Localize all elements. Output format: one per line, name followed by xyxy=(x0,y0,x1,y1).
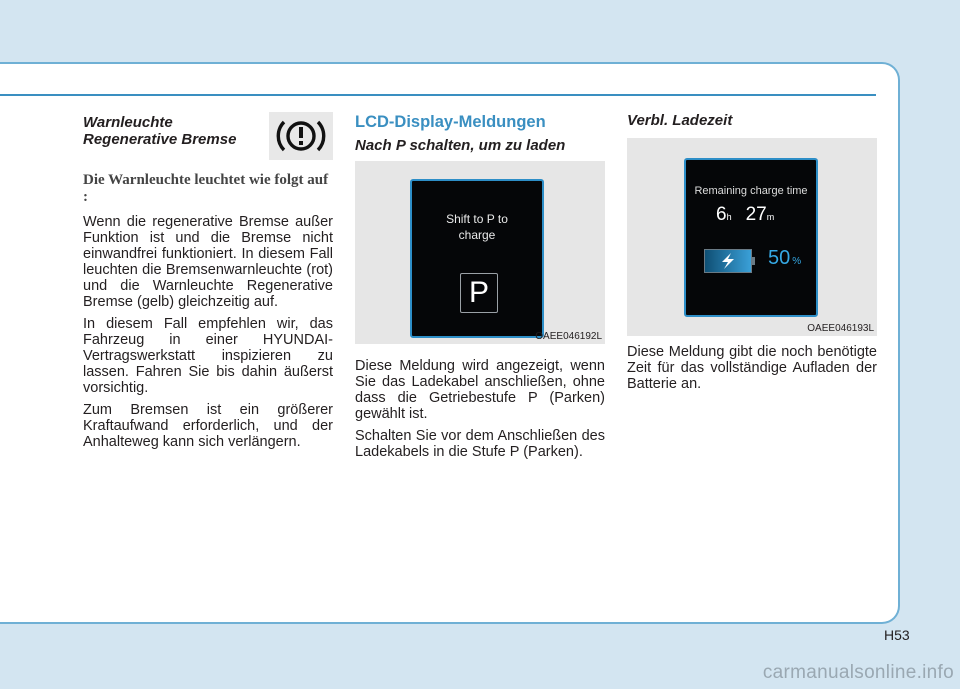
paragraph: Wenn die regenerative Bremse außer Funktion ist und die Bremse nicht einwandfrei funktioniert. In diesem Fall leuchten die Bremsenwarnleuchte (rot) und die Warnleuchte Regenerative Bremse (gelb) gleichzeitig auf. xyxy=(83,214,333,310)
warning-title-row xyxy=(83,112,333,172)
battery-charging-icon xyxy=(704,249,752,273)
charge-percent-readout: 50 % xyxy=(768,247,802,269)
paragraph: Schalten Sie vor dem Anschließen des Ladekabels in die Stufe P (Parken). xyxy=(355,428,605,460)
paragraph: Diese Meldung gibt die noch benötigte Zeit für das vollständige Aufladen der Batterie an. xyxy=(627,344,877,392)
lcd-screen xyxy=(410,179,544,338)
watermark: carmanualsonline.info xyxy=(762,662,954,683)
subheading-remaining-time: Verbl. Ladezeit xyxy=(627,112,733,129)
warning-title: Warnleuchte Regenerative Bremse xyxy=(83,114,237,148)
remaining-time-readout: 6h 27m xyxy=(716,204,775,225)
lcd-title: Remaining charge time xyxy=(694,185,808,197)
column-regenerative-brake xyxy=(83,112,333,456)
lcd-screen xyxy=(684,158,818,317)
header-rule xyxy=(0,94,876,96)
figure-code: OAEE046192L xyxy=(535,331,602,342)
warning-subheading: Die Warnleuchte leuchtet wie folgt auf : xyxy=(83,172,329,205)
column-lcd-messages xyxy=(355,112,605,466)
column-remaining-charge xyxy=(627,112,877,398)
lcd-message: Shift to P to charge xyxy=(446,212,508,242)
warning-exclamation-icon xyxy=(269,112,333,160)
figure-code: OAEE046193L xyxy=(807,323,874,334)
paragraph: Diese Meldung wird angezeigt, wenn Sie das Ladekabel anschließen, ohne dass die Getriebestufe P (Parken) gewählt ist. xyxy=(355,358,605,422)
paragraph: Zum Bremsen ist ein größerer Kraftaufwand erforderlich, und der Anhalteweg kann sich verlängern. xyxy=(83,402,333,450)
page-number: H53 xyxy=(884,627,910,643)
figure-shift-to-p xyxy=(355,161,605,344)
section-title: LCD-Display-Meldungen xyxy=(355,113,546,131)
paragraph: In diesem Fall empfehlen wir, das Fahrzeug in einer HYUNDAI-Vertragswerkstatt inspizieren zu lassen. Fahren Sie bis dahin äußerst vorsichtig. xyxy=(83,316,333,396)
manual-page xyxy=(0,62,900,624)
subheading-shift-to-p: Nach P schalten, um zu laden xyxy=(355,137,566,154)
figure-remaining-charge xyxy=(627,138,877,336)
gear-p-indicator: P xyxy=(460,273,498,313)
